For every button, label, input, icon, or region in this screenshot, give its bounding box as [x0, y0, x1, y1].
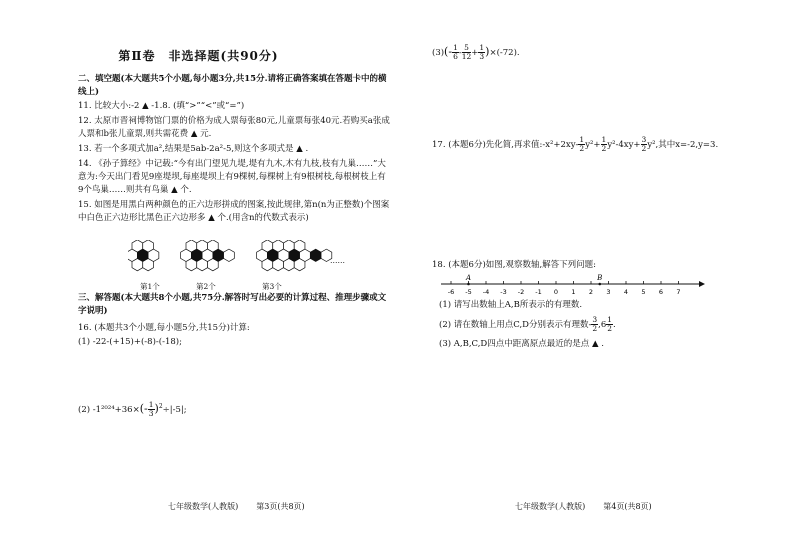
question-15: 15. 如图是用黑白两种颜色的正六边形拼成的图案,按此规律,第n(n为正整数)个图案中白色正六边形比黑色正六边形多 ▲ 个.(用含n的代数式表示) — [78, 200, 390, 223]
question-16-part2: (2) -1²⁰²⁴+36×(- $\frac{1}{3}$ )$^2$÷|-5|; — [78, 399, 187, 418]
figure-label-2: 第2个 — [196, 282, 216, 291]
q17-frac-1: $\frac{1}{2}$ — [579, 135, 585, 153]
number-line-point-b: B — [597, 274, 603, 282]
number-line-point-a: A — [465, 274, 472, 282]
number-line-tick-label: -5 — [465, 288, 472, 296]
hexagon-white — [202, 249, 213, 261]
footer — [168, 500, 305, 513]
question-18-part2 — [439, 316, 616, 333]
footer-subject: 七年级数学(人教版) — [515, 502, 586, 511]
question-14: 14. 《孙子算经》中记载:“今有出门望见九堤,堤有九木,木有九枝,枝有九巢……”大意为:今天出门看见9座堤坝,每座堤坝上有9棵树,每棵树上有9根树枝,每根树枝上有9个鸟巢……则共有鸟巢 ▲ 个. — [78, 159, 386, 195]
question-12: 12. 太原市晋祠博物馆门票的价格为成人票每张80元,儿童票每张40元.若购买a张成人票和b张儿童票,则共需花费 ▲ 元. — [78, 116, 390, 139]
hexagon-black — [213, 249, 224, 261]
number-line-tick-label: 7 — [676, 288, 681, 296]
hexagon-white — [224, 249, 235, 261]
q16-part3-frac-2: $\frac{5}{12}$ — [461, 43, 472, 61]
footer-page-number: 第4页(共8页) — [603, 502, 652, 511]
section3-header: 三、解答题(本大题共8个小题,共75分.解答时写出必要的计算过程、推理步骤或文字说明) — [78, 293, 387, 316]
number-line-tick-label: -6 — [447, 288, 455, 296]
q16-part3-frac-1: $\frac{1}{6}$ — [453, 43, 458, 61]
q18-part2-frac-2: $\frac{1}{2}$ — [607, 315, 613, 333]
hexagon-black — [289, 249, 300, 261]
footer-page-number: 第3页(共8页) — [256, 502, 305, 511]
question-18: 18. (本题6分)如图,观察数轴,解答下列问题: — [432, 260, 597, 270]
number-line-tick-label: -1 — [535, 288, 542, 296]
question-16: 16. (本题共3个小题,每小题5分,共15分)计算: — [78, 323, 250, 333]
number-line-tick-label: 5 — [641, 288, 646, 296]
q17-text-b: y²+ — [585, 140, 601, 150]
figure-label-3: 第3个 — [262, 282, 282, 291]
hexagon-black — [137, 249, 148, 261]
q16-part3-prefix: (3) — [432, 48, 445, 58]
footer-subject: 七年级数学(人教版) — [168, 502, 239, 511]
figure-label-1: 第1个 — [140, 282, 160, 291]
section2-header: 二、填空题(本大题共5个小题,每小题3分,共15分.请将正确答案填在答题卡中的横线上) — [78, 74, 387, 97]
number-line-tick-label: -3 — [500, 288, 507, 296]
q16-part2-fraction: $\frac{1}{3}$ — [148, 399, 154, 418]
hexagon-white — [148, 249, 159, 261]
q16-part2-suffix: ÷|-5|; — [162, 404, 187, 415]
q17-text-c: y²-4xy+ — [607, 140, 641, 150]
q17-frac-2: $\frac{1}{2}$ — [601, 135, 607, 153]
q16-part3-frac-3: $\frac{1}{3}$ — [479, 43, 485, 61]
number-line-tick-label: 4 — [623, 288, 629, 296]
number-line-tick-label: 6 — [658, 288, 664, 296]
q16-part3-suffix: ×(-72). — [489, 48, 520, 58]
number-line-tick-label: 2 — [588, 288, 594, 296]
hexagon-white — [278, 249, 289, 261]
number-line-tick-label: 1 — [571, 288, 576, 296]
question-16-part1: (1) -22-(+15)+(-8)-(-18); — [78, 337, 182, 347]
footer — [515, 500, 652, 513]
hexagon-white — [300, 249, 311, 261]
question-16-part3: (3)(- $\frac{1}{6}$ - $\frac{5}{12}$ + $\frac{1}{3}$ )×(-72). — [432, 43, 520, 61]
q17-frac-3: $\frac{3}{2}$ — [641, 135, 647, 153]
q17-text-a: 17. (本题6分)先化简,再求值:-x²+2xy- — [432, 140, 579, 150]
number-line-tick-label: -2 — [517, 288, 525, 296]
page-title: 第Ⅱ卷 非选择题(共90分) — [118, 49, 279, 63]
question-18-part1: (1) 请写出数轴上A,B所表示的有理数. — [439, 300, 583, 310]
hexagon-black — [310, 249, 321, 261]
question-11: 11. 比较大小:-2 ▲ -1.8. (填“>”“<”或“=”) — [78, 101, 245, 111]
number-line-tick-label: 0 — [553, 288, 559, 296]
number-line-tick-label: 3 — [606, 288, 611, 296]
hexagon-black — [267, 249, 278, 261]
number-line-tick-label: -4 — [482, 288, 490, 296]
q17-text-d: y²,其中x=-2,y=3. — [647, 140, 719, 150]
hexagon-black — [191, 249, 202, 261]
number-line-point-marker — [467, 283, 470, 286]
question-18-part3: (3) A,B,C,D四点中距离原点最近的是点 ▲ . — [439, 339, 604, 349]
question-17 — [432, 136, 787, 153]
q18-part2-text-a: (2) 请在数轴上用点C,D分别表示有理数- — [439, 320, 592, 330]
q18-part2-text-b: ,6 — [598, 320, 607, 330]
hexagon-white — [257, 249, 268, 261]
hexagon-white — [181, 249, 192, 261]
q18-part2-frac-1: $\frac{3}{2}$ — [592, 315, 598, 333]
q18-part2-text-c: . — [613, 320, 616, 330]
question-13: 13. 若一个多项式加a²,结果是5ab-2a²-5,则这个多项式是 ▲ . — [78, 144, 309, 154]
pattern-ellipsis: …… — [330, 256, 345, 265]
number-line — [437, 272, 707, 298]
q16-part2-prefix: (2) -1²⁰²⁴+36× — [78, 404, 140, 415]
right-page — [397, 0, 794, 560]
number-line-point-marker — [598, 283, 601, 286]
